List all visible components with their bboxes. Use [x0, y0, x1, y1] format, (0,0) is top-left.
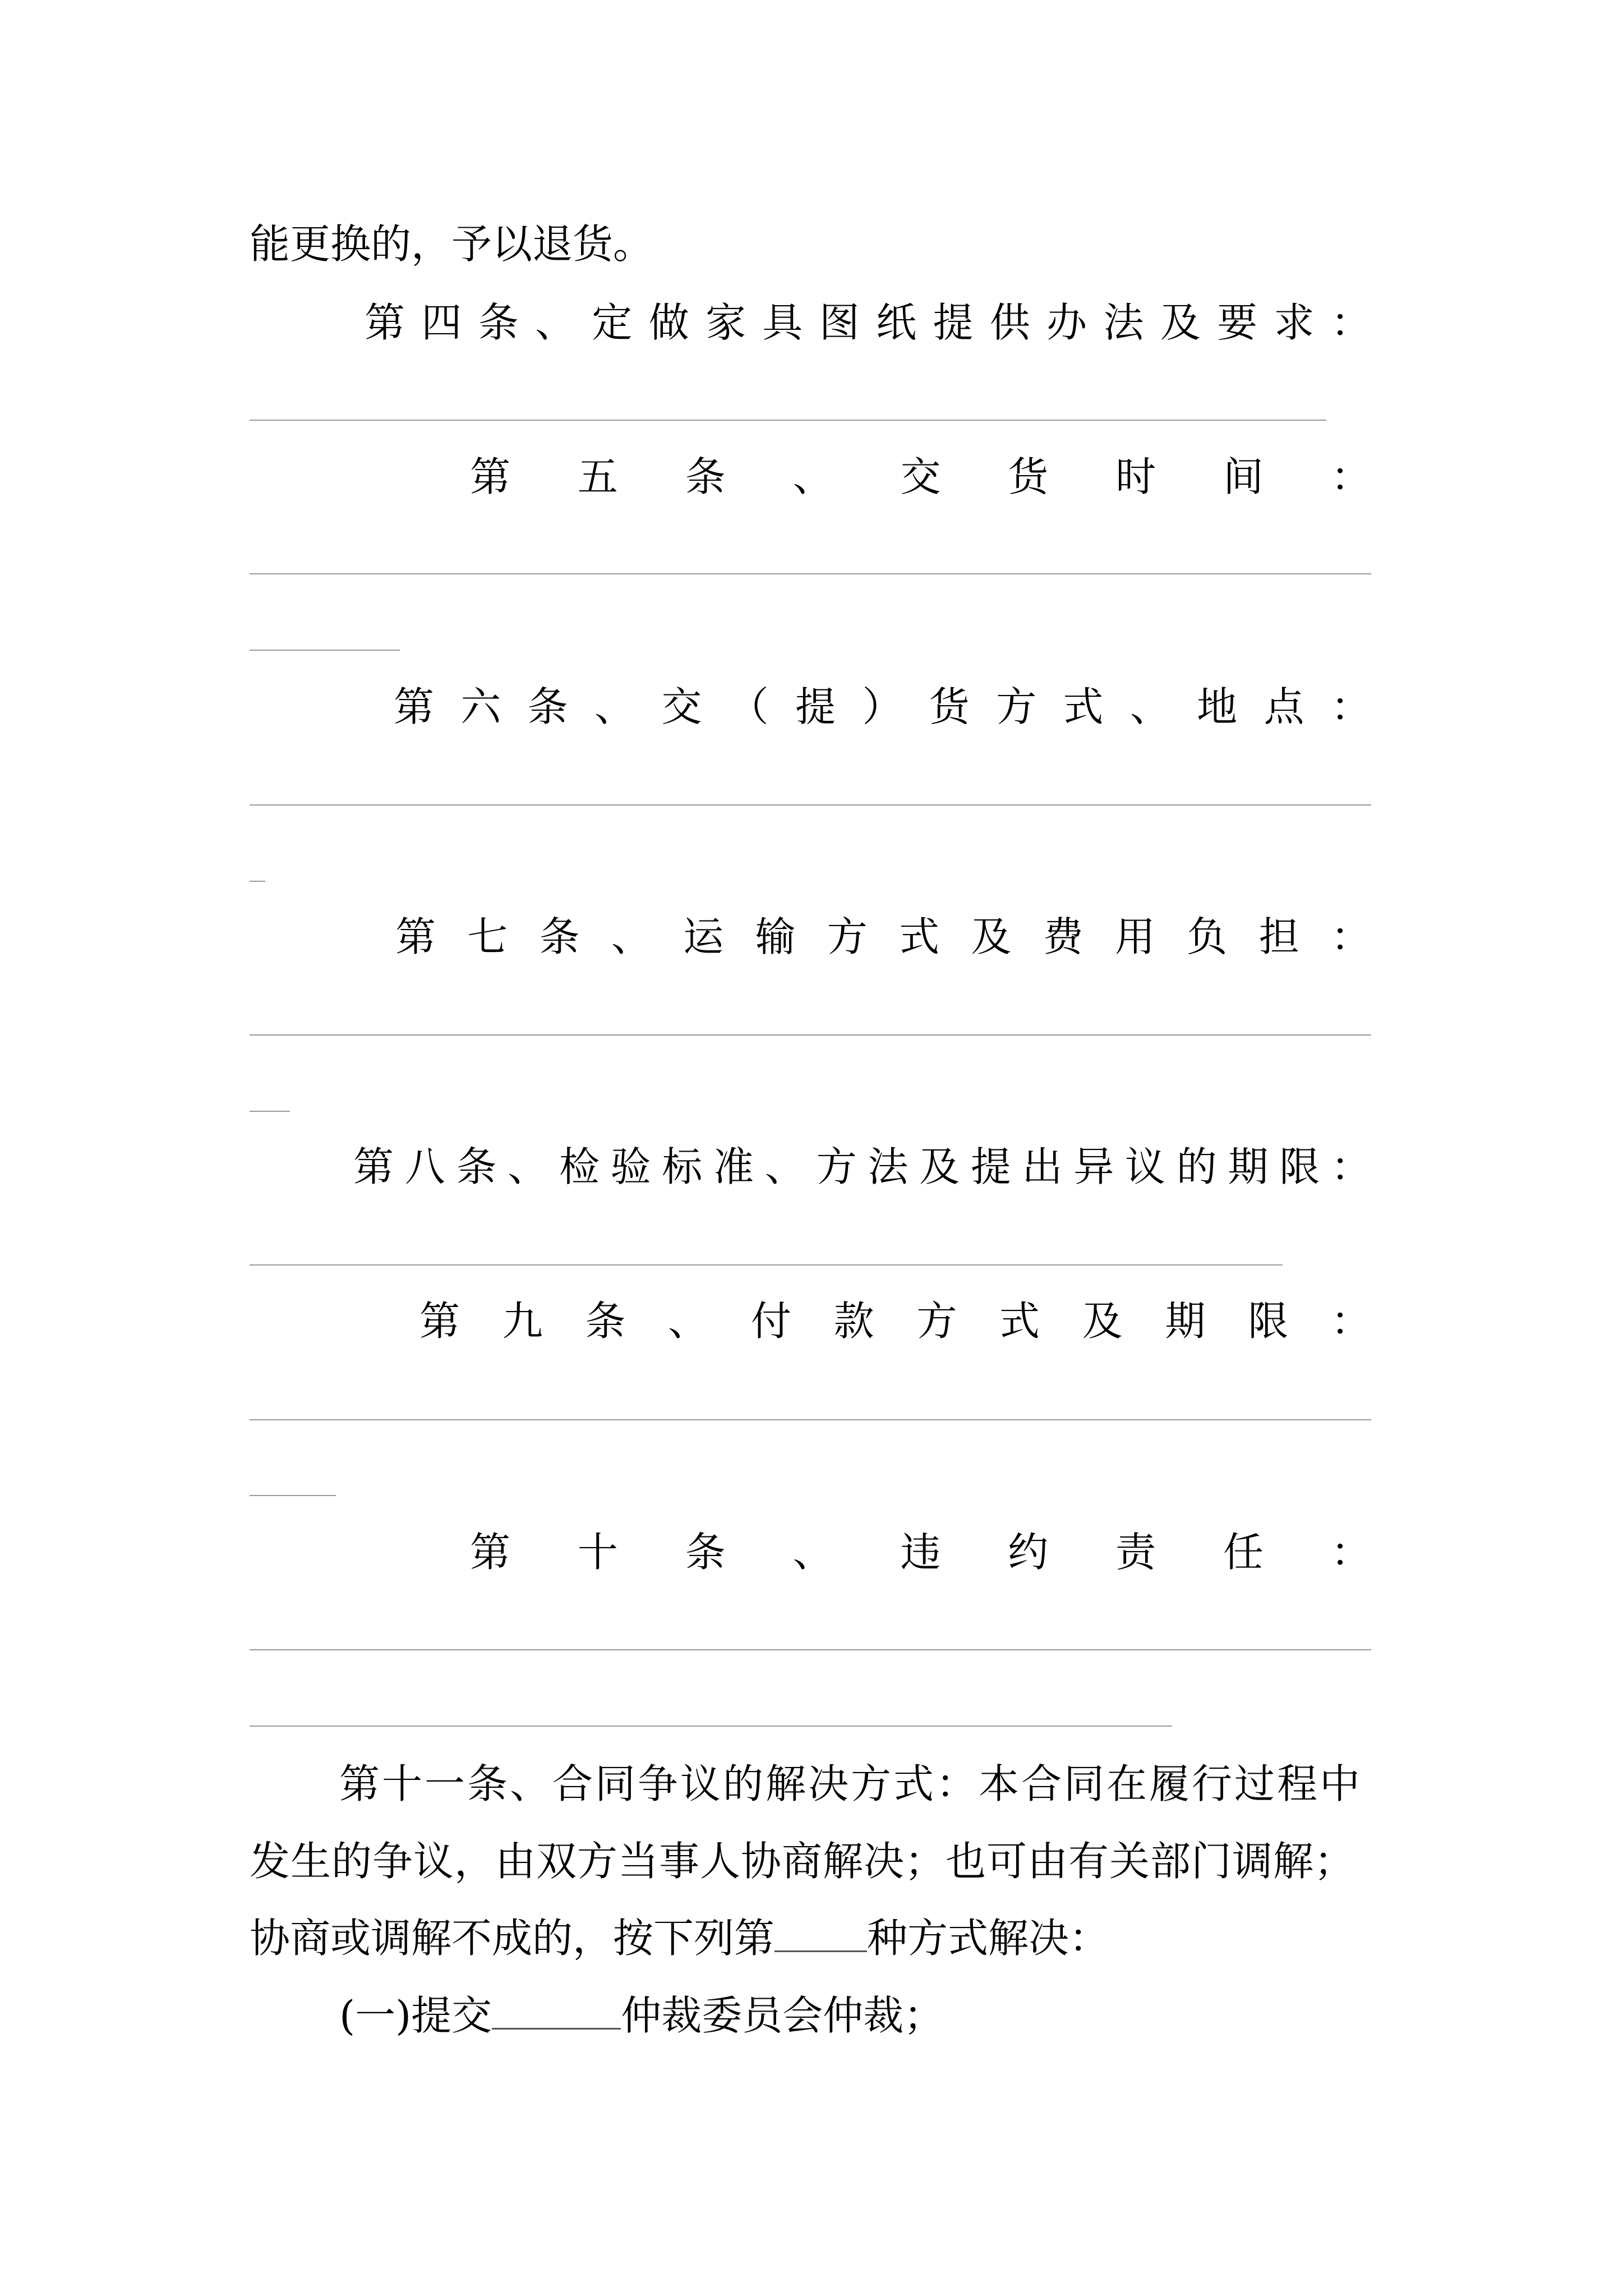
- heading-char: 纸: [876, 299, 917, 346]
- heading-char: ：: [1330, 683, 1371, 730]
- article-5-heading: [470, 449, 1371, 505]
- heading-char: 第: [419, 1297, 460, 1345]
- method-number-blank[interactable]: [774, 1911, 867, 1952]
- heading-char: ：: [1330, 913, 1371, 960]
- heading-char: 条: [527, 683, 568, 730]
- article-6-fill-line[interactable]: [250, 804, 1371, 806]
- article-9-heading: [419, 1293, 1371, 1349]
- heading-char: 式: [1063, 683, 1104, 730]
- option-1-before: (一)提交: [339, 1992, 492, 2039]
- heading-char: 第: [394, 683, 435, 730]
- heading-char: 、: [611, 913, 652, 960]
- heading-char: 、: [535, 299, 576, 346]
- heading-char: 间: [1223, 453, 1264, 500]
- heading-char: 法: [868, 1143, 909, 1190]
- heading-char: 、: [1129, 683, 1170, 730]
- heading-char: 具: [762, 299, 803, 346]
- article-10-fill-line-2[interactable]: [250, 1726, 1172, 1727]
- heading-char: 办: [1046, 299, 1087, 346]
- article-11-line-3-before: 协商或调解不成的，按下列第: [250, 1915, 775, 1962]
- article-11-line-3: [250, 1910, 1371, 1966]
- heading-char: 提: [795, 683, 836, 730]
- heading-char: 条: [478, 299, 519, 346]
- article-7-fill-line-2[interactable]: [250, 1111, 290, 1112]
- heading-char: 费: [1043, 913, 1083, 960]
- article-11-line-3-after: 种方式解决：: [867, 1915, 1110, 1962]
- heading-char: 及: [919, 1143, 960, 1190]
- heading-char: 、: [668, 1297, 709, 1345]
- heading-char: 准: [713, 1143, 754, 1190]
- heading-char: 方: [916, 1297, 957, 1345]
- option-1-after: 仲裁委员会仲裁；: [621, 1992, 944, 2039]
- heading-char: 方: [996, 683, 1037, 730]
- heading-char: 条: [456, 1143, 497, 1190]
- heading-char: ：: [1330, 299, 1371, 346]
- heading-char: 九: [502, 1297, 543, 1345]
- heading-char: ：: [1330, 1529, 1371, 1576]
- heading-char: 约: [1008, 1529, 1049, 1576]
- heading-char: 的: [1176, 1143, 1217, 1190]
- heading-char: 第: [395, 913, 436, 960]
- heading-char: 、: [792, 453, 833, 500]
- heading-char: 及: [1160, 299, 1201, 346]
- heading-char: 交: [900, 453, 941, 500]
- heading-char: 法: [1103, 299, 1144, 346]
- heading-char: 提: [970, 1143, 1011, 1190]
- heading-char: 方: [827, 913, 868, 960]
- heading-char: 求: [1274, 299, 1315, 346]
- heading-char: ：: [1330, 453, 1371, 500]
- heading-char: 点: [1264, 683, 1304, 730]
- heading-char: 六: [460, 683, 501, 730]
- heading-char: 四: [421, 299, 462, 346]
- heading-char: 标: [662, 1143, 703, 1190]
- heading-char: 负: [1187, 913, 1228, 960]
- heading-char: 款: [833, 1297, 874, 1345]
- heading-char: 限: [1279, 1143, 1320, 1190]
- heading-char: 定: [592, 299, 633, 346]
- heading-char: 输: [755, 913, 796, 960]
- article-6-heading: [394, 679, 1371, 735]
- heading-char: 时: [1115, 453, 1156, 500]
- heading-char: 责: [1115, 1529, 1156, 1576]
- heading-char: 条: [585, 1297, 626, 1345]
- heading-char: 期: [1228, 1143, 1269, 1190]
- heading-char: 五: [577, 453, 618, 500]
- heading-char: 图: [819, 299, 860, 346]
- article-5-fill-line-2[interactable]: [250, 650, 400, 651]
- heading-char: 式: [999, 1297, 1040, 1345]
- arbitration-commission-blank[interactable]: [492, 1989, 621, 2030]
- article-7-heading: [395, 909, 1371, 965]
- article-8-heading: [353, 1139, 1371, 1195]
- heading-char: 条: [685, 1529, 726, 1576]
- heading-char: 及: [971, 913, 1012, 960]
- article-4-fill-line[interactable]: [250, 420, 1326, 421]
- heading-char: 、: [508, 1143, 548, 1190]
- heading-char: 出: [1022, 1143, 1063, 1190]
- heading-char: 第: [365, 299, 405, 346]
- heading-char: 条: [685, 453, 726, 500]
- option-1-line: [339, 1987, 1461, 2044]
- heading-char: ）: [862, 683, 903, 730]
- article-9-fill-line[interactable]: [250, 1419, 1371, 1420]
- heading-char: 违: [900, 1529, 941, 1576]
- heading-char: 货: [1008, 453, 1049, 500]
- article-11-line-1: 第十一条、合同争议的解决方式：本合同在履行过程中: [339, 1760, 1363, 1807]
- heading-char: 做: [648, 299, 689, 346]
- article-5-fill-line[interactable]: [250, 573, 1371, 574]
- heading-char: 交: [661, 683, 702, 730]
- heading-char: 第: [353, 1143, 394, 1190]
- heading-char: ：: [1330, 1297, 1371, 1345]
- heading-char: 第: [470, 453, 511, 500]
- heading-char: 提: [933, 299, 974, 346]
- article-11-line-2: 发生的争议，由双方当事人协商解决；也可由有关部门调解；: [250, 1838, 1355, 1885]
- heading-char: 运: [683, 913, 724, 960]
- heading-char: 期: [1165, 1297, 1206, 1345]
- heading-char: （: [728, 683, 769, 730]
- heading-char: 用: [1114, 913, 1155, 960]
- heading-char: 货: [929, 683, 970, 730]
- heading-char: 、: [792, 1529, 833, 1576]
- article-10-heading: [470, 1524, 1371, 1580]
- heading-char: 式: [899, 913, 940, 960]
- article-10-fill-line[interactable]: [250, 1649, 1371, 1650]
- heading-char: 、: [594, 683, 635, 730]
- heading-char: 八: [404, 1143, 445, 1190]
- heading-char: 要: [1217, 299, 1258, 346]
- heading-char: 、: [764, 1143, 805, 1190]
- heading-char: 供: [989, 299, 1030, 346]
- article-6-fill-line-2[interactable]: [250, 881, 265, 882]
- heading-char: 任: [1223, 1529, 1264, 1576]
- heading-char: 异: [1073, 1143, 1114, 1190]
- heading-char: 检: [559, 1143, 600, 1190]
- heading-char: 条: [539, 913, 580, 960]
- article-4-heading: [365, 295, 1371, 351]
- heading-char: 十: [577, 1529, 618, 1576]
- heading-char: 限: [1248, 1297, 1289, 1345]
- heading-char: 家: [706, 299, 746, 346]
- heading-char: ：: [1330, 1143, 1371, 1190]
- heading-char: 担: [1258, 913, 1299, 960]
- heading-char: 七: [467, 913, 508, 960]
- heading-char: 第: [470, 1529, 511, 1576]
- heading-char: 方: [816, 1143, 857, 1190]
- heading-char: 及: [1082, 1297, 1123, 1345]
- heading-char: 地: [1197, 683, 1238, 730]
- heading-char: 验: [610, 1143, 651, 1190]
- heading-char: 付: [750, 1297, 791, 1345]
- continuation-line: 能更换的，予以退货。: [250, 220, 654, 268]
- article-8-fill-line[interactable]: [250, 1264, 1283, 1266]
- heading-char: 议: [1125, 1143, 1166, 1190]
- article-7-fill-line[interactable]: [250, 1034, 1371, 1036]
- article-9-fill-line-2[interactable]: [250, 1495, 336, 1496]
